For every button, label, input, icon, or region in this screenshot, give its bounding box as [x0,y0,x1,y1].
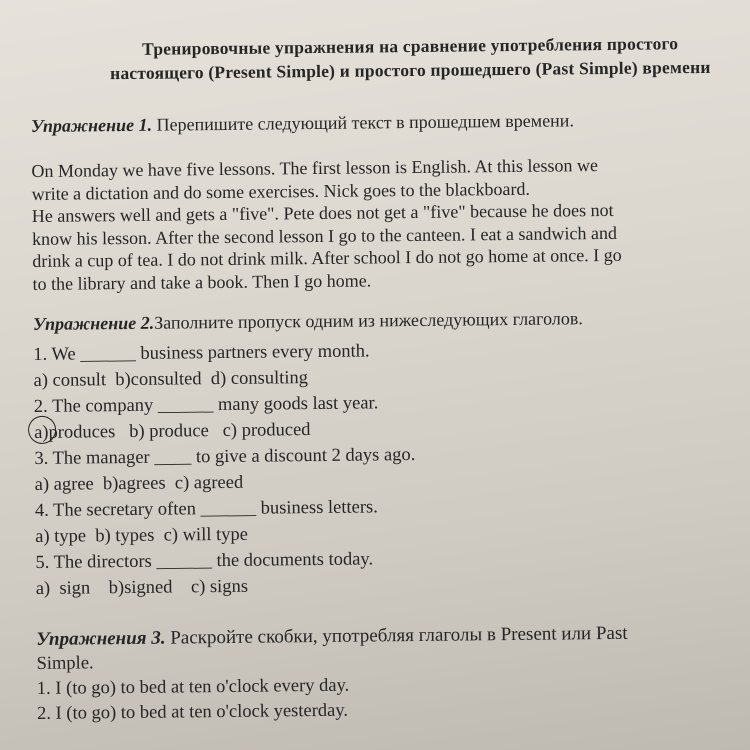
question-text: the documents today. [216,549,374,572]
question-text: 2. The company [33,395,154,417]
question-text: business letters. [260,497,378,519]
exercise-3-instruction-cont: Simple. [36,653,94,674]
text-line: write a dictation and do some exercises. Nick goes to the blackboard. [31,178,531,204]
text-line: drink a cup of tea. I do not drink milk. After school I do not go home at once. I go [32,244,622,271]
exercise-3-body [36,644,750,727]
exercise-3-line-1: 1. I (to go) to bed at ten o'clock every day. [36,675,350,699]
question-text: 4. The secretary often [34,499,197,521]
answer-blank: ______ [80,343,136,365]
exercise-2-items [33,334,750,602]
exercise-3-label: Упражнения 3. [36,627,166,650]
answer-blank: ______ [157,395,214,416]
answer-blank: ____ [154,447,192,468]
question-text: 3. The manager [34,447,150,469]
question-text: business partners every month. [140,341,370,364]
options-text: produces b) produce c) produced [48,420,311,443]
exercise-1-text [31,152,750,295]
text-line: He answers well and gets a "five". Pete does not get a "five" because he does not [31,199,614,226]
exercise-1-label: Упражнение 1. [30,114,153,136]
title-line-1: Тренировочные упражнения на сравнение употребления простого [141,33,679,59]
answer-blank: ______ [156,551,212,572]
question-text: 5. The directors [35,551,152,573]
question-text: to give a discount 2 days ago. [195,444,416,468]
exercise-3-line-2: 2. I (to go) to bed at ten o'clock yesterday. [36,700,349,724]
question-text: many goods last year. [217,393,379,416]
options-3: a) agree b)agrees c) agreed [34,472,244,495]
text-line: On Monday we have five lessons. The first lesson is English. At this lesson we [31,155,599,181]
exercise-2-heading [33,304,750,336]
exercise-3-instruction: Раскройте скобки, употребляя глаголы в Present или Past [170,622,628,649]
worksheet [30,30,750,727]
text-line: know his lesson. After the second lesson I go to the canteen. I eat a sandwich and [31,222,618,249]
exercise-1-heading [31,106,750,138]
title-line-2: настоящего (Present Simple) и простого прошедшего (Past Simple) времени [110,56,711,84]
question-text: 1. We [33,344,76,365]
exercise-2-label: Упражнение 2. [32,312,155,334]
handwritten-circle-answer: a) [34,420,49,446]
answer-blank: ______ [200,498,257,520]
page-title [30,30,750,86]
text-line: to the library and take a book. Then I go home. [32,269,372,294]
options-4: a) type b) types c) will type [35,524,249,547]
options-5: a) sign b)signed c) signs [35,576,249,599]
exercise-2-instruction: Заполните пропуск одним из нижеследующих глаголов. [154,308,583,333]
options-1: a) consult b)consulted d) consulting [33,368,309,391]
exercise-1-instruction: Перепишите следующий текст в прошедшем времени. [156,110,574,135]
